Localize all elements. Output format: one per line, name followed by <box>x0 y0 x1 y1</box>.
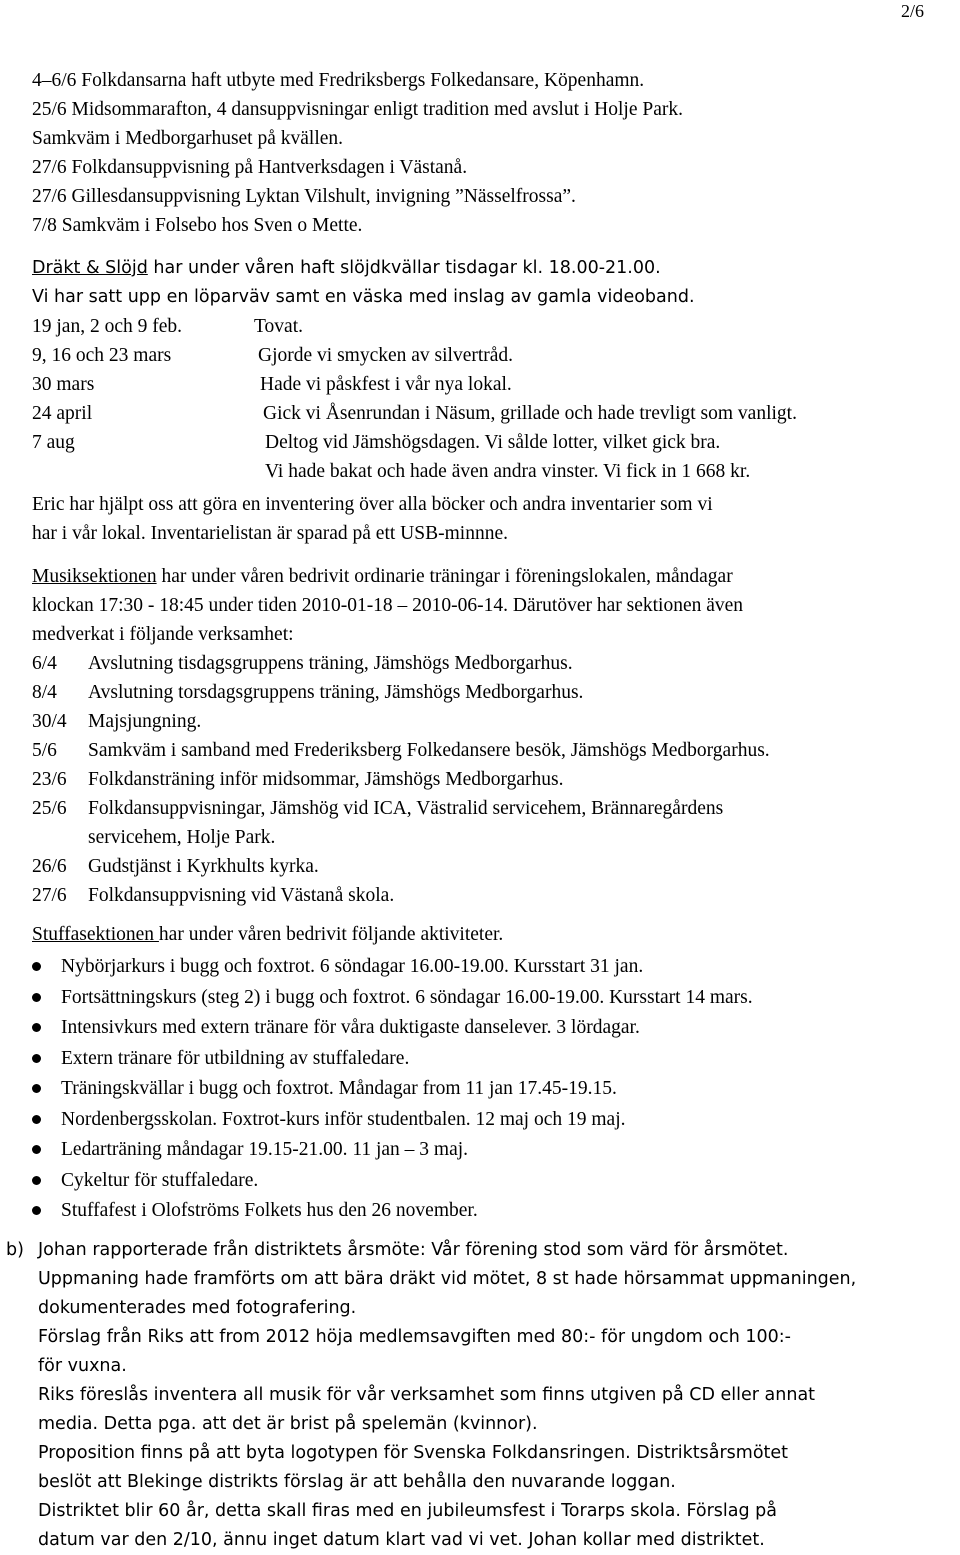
section-b-body <box>38 1236 956 1555</box>
list-item-text: Träningskvällar i bugg och foxtrot. Måndagar from 11 jan 17.45-19.15. <box>61 1078 617 1099</box>
section-b-line: Proposition finns på att byta logotypen för Svenska Folkdansringen. Distriktsårsmötet <box>38 1443 789 1463</box>
list-item-text: Stuffafest i Olofströms Folkets hus den 26 november. <box>61 1200 478 1221</box>
musik-item-text: Folkdansuppvisning vid Västanå skola. <box>88 885 395 906</box>
list-item <box>32 983 952 1014</box>
drakt-row-text: Tovat. <box>254 316 303 337</box>
musik-line-1 <box>32 562 952 591</box>
drakt-row-text: Vi hade bakat och hade även andra vinster. Vi fick in 1 668 kr. <box>265 461 751 482</box>
section-b-line: Johan rapporterade från distriktets årsmöte: Vår förening stod som värd för årsmötet. <box>38 1240 789 1260</box>
list-item-text: Intensivkurs med extern tränare för våra duktigaste danselever. 3 lördagar. <box>61 1017 640 1038</box>
section-b-line: Uppmaning hade framförts om att bära dräkt vid mötet, 8 st hade hörsammat uppmaningen, <box>38 1269 857 1289</box>
list-item-text: Nordenbergsskolan. Foxtrot-kurs inför studentbalen. 12 maj och 19 maj. <box>61 1108 626 1130</box>
musik-item-text: Samkväm i samband med Frederiksberg Folkedansere besök, Jämshögs Medborgarhus. <box>88 740 770 761</box>
stuff-block <box>32 920 952 1227</box>
musik-heading: Musiksektionen <box>32 566 157 587</box>
list-item <box>32 1105 952 1136</box>
drakt-row <box>32 399 952 428</box>
musik-item-text: Avslutning torsdagsgruppens träning, Jämshögs Medborgarhus. <box>88 682 584 703</box>
list-item <box>32 1135 952 1166</box>
drakt-row <box>32 341 952 370</box>
musik-block <box>32 562 952 910</box>
list-item <box>32 1074 952 1105</box>
musik-item-text: Avslutning tisdagsgruppens träning, Jämshögs Medborgarhus. <box>88 653 573 674</box>
list-item-text: Nybörjarkurs i bugg och foxtrot. 6 söndagar 16.00-19.00. Kursstart 31 jan. <box>61 956 644 977</box>
musik-item-date: 26/6 <box>32 856 67 877</box>
section-b-label: b) <box>6 1240 24 1260</box>
musik-item <box>32 678 952 707</box>
musik-item-date: 30/4 <box>32 711 67 732</box>
musik-item <box>32 881 952 910</box>
section-b-line: Distriktet blir 60 år, detta skall firas med en jubileumsfest i Torarps skola. Förslag på <box>38 1501 778 1521</box>
intro-line: Samkväm i Medborgarhuset på kvällen. <box>32 128 344 149</box>
drakt-row-date: 24 april <box>32 403 93 424</box>
bullet-icon <box>32 1206 41 1215</box>
drakt-row <box>32 428 952 457</box>
musik-item-text: Folkdansträning inför midsommar, Jämshögs Medborgarhus. <box>88 769 564 790</box>
musik-item-date: 8/4 <box>32 682 57 703</box>
section-b-line: datum var den 2/10, ännu inget datum klart vad vi vet. Johan kollar med distriktet. <box>38 1530 765 1550</box>
drakt-row-date: 19 jan, 2 och 9 feb. <box>32 316 183 337</box>
musik-item <box>32 736 952 765</box>
musik-item-date: 6/4 <box>32 653 57 674</box>
eric-line: Eric har hjälpt oss att göra en inventering över alla böcker och andra inventarier som vi <box>32 494 713 515</box>
bullet-icon <box>32 1054 41 1063</box>
intro-line: 25/6 Midsommarafton, 4 dansuppvisningar enligt tradition med avslut i Holje Park. <box>32 99 683 120</box>
musik-item <box>32 852 952 881</box>
list-item-text: Fortsättningskurs (steg 2) i bugg och foxtrot. 6 söndagar 16.00-19.00. Kursstart 14 mars. <box>61 986 753 1008</box>
intro-line: 7/8 Samkväm i Folsebo hos Sven o Mette. <box>32 215 363 236</box>
musik-item-date: 25/6 <box>32 798 67 819</box>
musik-item <box>32 649 952 678</box>
musik-item-text: Gudstjänst i Kyrkhults kyrka. <box>88 856 319 877</box>
drakt-block <box>32 254 952 312</box>
musik-item-date: 27/6 <box>32 885 67 906</box>
section-b-line: för vuxna. <box>38 1356 127 1376</box>
drakt-row <box>32 312 952 341</box>
list-item <box>32 1013 952 1044</box>
drakt-row-text: Gick vi Åsenrundan i Näsum, grillade och hade trevligt som vanligt. <box>263 403 797 424</box>
list-item-text: Cykeltur för stuffaledare. <box>61 1169 259 1191</box>
drakt-row <box>32 370 952 399</box>
section-b-line: dokumenterades med fotografering. <box>38 1298 357 1318</box>
drakt-row-date: 30 mars <box>32 374 95 395</box>
intro-line: 27/6 Gillesdansuppvisning Lyktan Vilshult, invigning ”Nässelfrossa”. <box>32 186 576 207</box>
bullet-icon <box>32 1176 41 1185</box>
musik-item <box>32 765 952 794</box>
stuff-line-1 <box>32 920 952 949</box>
eric-block <box>32 490 952 548</box>
drakt-line-1 <box>32 254 952 283</box>
intro-line: 4–6/6 Folkdansarna haft utbyte med Fredriksbergs Folkedansare, Köpenhamn. <box>32 70 645 91</box>
bullet-icon <box>32 1023 41 1032</box>
drakt-row-text: Deltog vid Jämshögsdagen. Vi sålde lotter, vilket gick bra. <box>265 432 721 453</box>
musik-item-text-cont: servicehem, Holje Park. <box>88 827 276 848</box>
section-b-line: media. Detta pga. att det är brist på spelemän (kvinnor). <box>38 1414 538 1434</box>
drakt-row <box>32 457 952 486</box>
musik-item-text: Majsjungning. <box>88 711 202 732</box>
drakt-row-text: Gjorde vi smycken av silvertråd. <box>258 345 514 366</box>
list-item <box>32 952 952 983</box>
list-item <box>32 1166 952 1197</box>
musik-item-date: 23/6 <box>32 769 67 790</box>
intro-line: 27/6 Folkdansuppvisning på Hantverksdagen i Västanå. <box>32 157 468 178</box>
drakt-heading: Dräkt & Slöjd <box>32 258 148 278</box>
bullet-icon <box>32 1084 41 1093</box>
bullet-icon <box>32 962 41 971</box>
page-number: 2/6 <box>900 1 924 21</box>
bullet-icon <box>32 1115 41 1124</box>
drakt-row-text: Hade vi påskfest i vår nya lokal. <box>260 374 512 395</box>
list-item <box>32 1196 952 1227</box>
eric-line: har i vår lokal. Inventarielistan är sparad på ett USB-minnne. <box>32 523 508 544</box>
section-b-line: beslöt att Blekinge distrikts förslag är att behålla den nuvarande loggan. <box>38 1472 676 1492</box>
section-b-line: Förslag från Riks att from 2012 höja medlemsavgiften med 80:- för ungdom och 100:- <box>38 1327 791 1347</box>
musik-line-1-text: har under våren bedrivit ordinarie träningar i föreningslokalen, måndagar <box>156 566 733 587</box>
drakt-schedule <box>32 312 952 486</box>
drakt-line-2: Vi har satt upp en löparväv samt en väska med inslag av gamla videoband. <box>32 287 695 307</box>
drakt-row-date: 7 aug <box>32 432 75 453</box>
drakt-row-date: 9, 16 och 23 mars <box>32 345 172 366</box>
musik-line-2: klockan 17:30 - 18:45 under tiden 2010-01-18 – 2010-06-14. Därutöver har sektionen även <box>32 595 744 616</box>
intro-block <box>32 66 952 240</box>
section-b-line: Riks föreslås inventera all musik för vår verksamhet som finns utgiven på CD eller annat <box>38 1385 816 1405</box>
drakt-line-1-text: har under våren haft slöjdkvällar tisdagar kl. 18.00-21.00. <box>147 258 661 278</box>
musik-item-text: Folkdansuppvisningar, Jämshög vid ICA, Västralid servicehem, Brännaregårdens <box>88 798 724 819</box>
bullet-icon <box>32 993 41 1002</box>
stuff-line-1-text: har under våren bedrivit följande aktiviteter. <box>158 924 504 945</box>
list-item <box>32 1044 952 1075</box>
stuff-heading: Stuffasektionen <box>32 924 159 945</box>
bullet-icon <box>32 1145 41 1154</box>
musik-item-date: 5/6 <box>32 740 57 761</box>
musik-item <box>32 707 952 736</box>
list-item-text: Extern tränare för utbildning av stuffaledare. <box>61 1047 410 1069</box>
musik-line-3: medverkat i följande verksamhet: <box>32 624 294 645</box>
stuff-list <box>32 952 952 1227</box>
musik-item <box>32 794 952 852</box>
list-item-text: Ledarträning måndagar 19.15-21.00. 11 jan – 3 maj. <box>61 1139 469 1160</box>
